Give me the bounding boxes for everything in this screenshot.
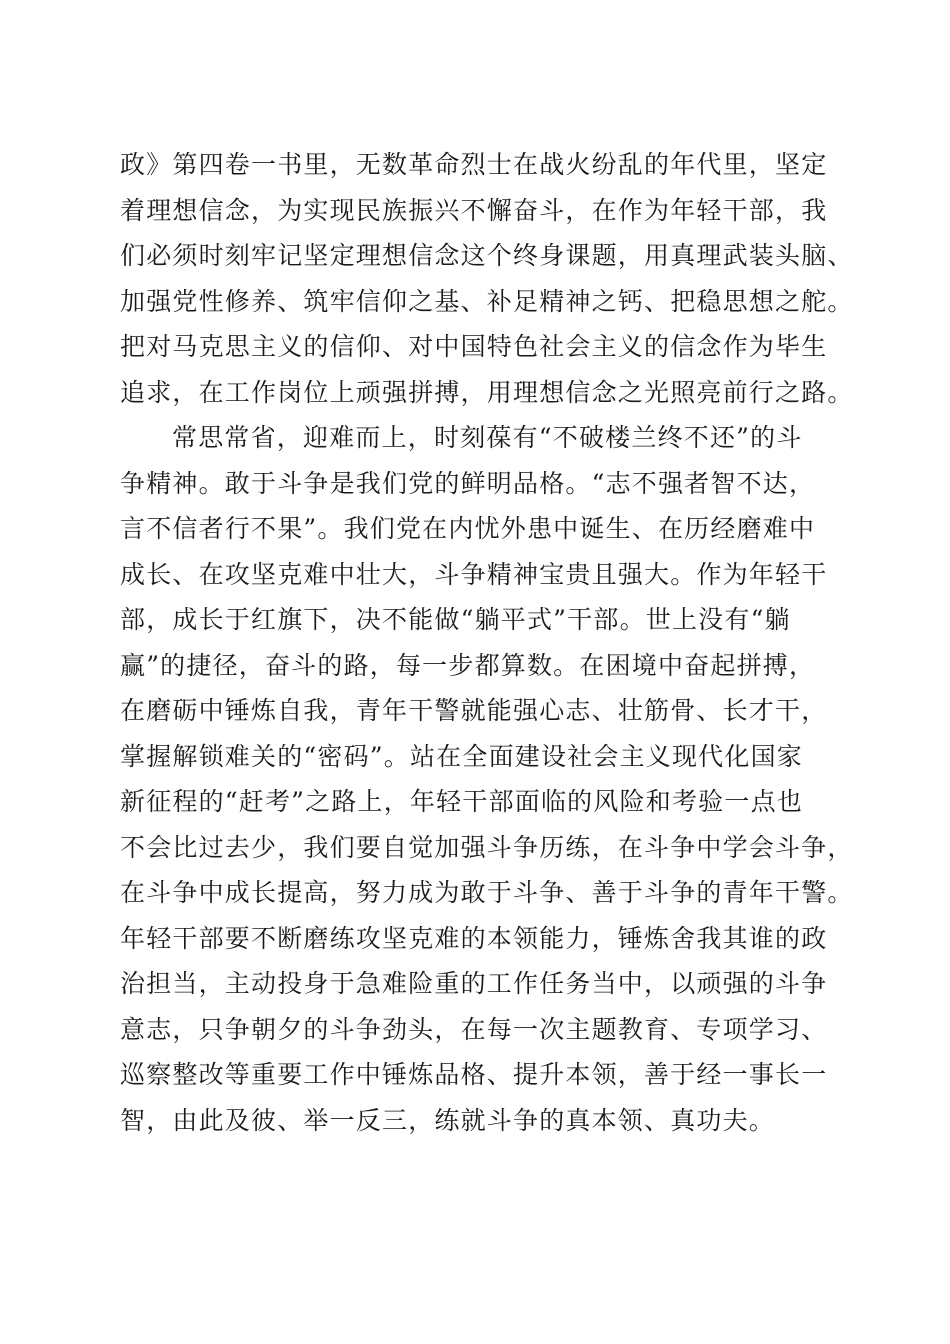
paragraph-line: 追求，在工作岗位上顽强拼搏，用理想信念之光照亮前行之路。: [120, 377, 854, 407]
paragraph-line: 在斗争中成长提高，努力成为敢于斗争、善于斗争的青年干警。: [120, 878, 854, 907]
paragraph-line: 政》第四卷一书里，无数革命烈士在战火纷乱的年代里，坚定: [120, 150, 828, 179]
paragraph-line: 不会比过去少，我们要自觉加强斗争历练，在斗争中学会斗争，: [120, 832, 854, 862]
paragraph-line: 新征程的“赶考”之路上，年轻干部面临的风险和考验一点也: [120, 787, 803, 816]
paragraph-line: 言不信者行不果”。我们党在内忧外患中诞生、在历经磨难中: [120, 514, 816, 543]
paragraph-line: 争精神。敢于斗争是我们党的鲜明品格。“志不强者智不达，: [120, 468, 816, 498]
paragraph-line: 成长、在攻坚克难中壮大，斗争精神宝贵且强大。作为年轻干: [120, 559, 828, 589]
paragraph-line: 常思常省，迎难而上，时刻葆有“不破楼兰终不还”的斗: [172, 423, 803, 452]
paragraph-line: 智，由此及彼、举一反三，练就斗争的真本领、真功夫。: [120, 1105, 776, 1135]
paragraph-1: [120, 142, 854, 415]
paragraph-line: 巡察整改等重要工作中锤炼品格、提升本领，善于经一事长一: [120, 1060, 828, 1089]
paragraph-2: [120, 415, 854, 1143]
paragraph-line: 意志，只争朝夕的斗争劲头，在每一次主题教育、专项学习、: [120, 1014, 828, 1044]
paragraph-line: 部，成长于红旗下，决不能做“躺平式”干部。世上没有“躺: [120, 605, 791, 634]
paragraph-line: 掌握解锁难关的“密码”。站在全面建设社会主义现代化国家: [120, 741, 803, 771]
paragraph-line: 赢”的捷径，奋斗的路，每一步都算数。在困境中奋起拼搏，: [120, 650, 816, 680]
paragraph-line: 们必须时刻牢记坚定理想信念这个终身课题，用真理武装头脑、: [120, 241, 854, 270]
paragraph-line: 把对马克思主义的信仰、对中国特色社会主义的信念作为毕生: [120, 332, 828, 361]
paragraph-line: 治担当，主动投身于急难险重的工作任务当中，以顽强的斗争: [120, 969, 828, 998]
paragraph-line: 着理想信念，为实现民族振兴不懈奋斗，在作为年轻干部，我: [120, 195, 828, 225]
paragraph-line: 年轻干部要不断磨练攻坚克难的本领能力，锤炼舍我其谁的政: [120, 923, 828, 953]
paragraph-line: 在磨砺中锤炼自我，青年干警就能强心志、壮筋骨、长才干，: [120, 696, 828, 725]
paragraph-line: 加强党性修养、筑牢信仰之基、补足精神之钙、把稳思想之舵。: [120, 286, 854, 316]
document-body: [120, 142, 854, 1143]
